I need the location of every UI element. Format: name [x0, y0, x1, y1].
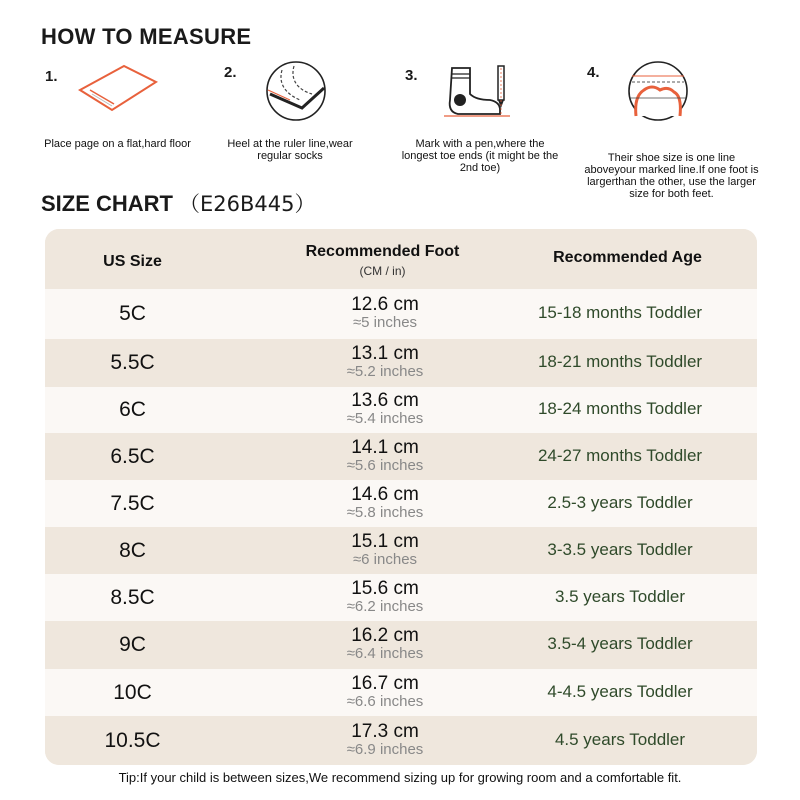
foot-inch-cell: ≈5.8 inches — [346, 504, 424, 521]
table-row — [45, 339, 757, 387]
step-caption: Their shoe size is one line aboveyour marked line.If one foot is largerthan the other, use the larger size for both feet. — [584, 152, 759, 200]
foot-cm-cell: 13.6 cm — [351, 390, 419, 411]
header-us-size: US Size — [103, 253, 162, 270]
step-caption: Place page on a flat,hard floor — [44, 138, 191, 150]
foot-inch-cell: ≈5.6 inches — [346, 457, 424, 474]
us-size-cell: 7.5C — [110, 492, 155, 515]
foot-inch-cell: ≈5.2 inches — [346, 363, 424, 380]
foot-cm-cell: 14.6 cm — [351, 484, 419, 505]
toe-line-icon — [624, 60, 692, 122]
foot-cm-cell: 17.3 cm — [351, 721, 419, 742]
foot-inch-cell: ≈6.4 inches — [346, 645, 424, 662]
foot-pen-icon — [440, 60, 512, 118]
us-size-cell: 6.5C — [110, 445, 155, 468]
header-foot-unit: (CM / in) — [359, 264, 406, 278]
table-row — [45, 527, 757, 574]
table-row — [45, 480, 757, 527]
step-caption: Mark with a pen,where the longest toe ends (it might be the 2nd toe) — [401, 138, 559, 174]
size-chart-title — [41, 188, 315, 218]
foot-cm-cell: 12.6 cm — [351, 294, 419, 315]
recommended-age-cell: 3.5 years Toddler — [554, 587, 686, 606]
step-number: 4. — [587, 64, 600, 81]
foot-cm-cell: 15.1 cm — [351, 531, 419, 552]
recommended-age-cell: 3-3.5 years Toddler — [547, 540, 693, 559]
foot-cm-cell: 14.1 cm — [351, 437, 419, 458]
foot-inch-cell: ≈6.9 inches — [346, 741, 424, 758]
us-size-cell: 10.5C — [104, 729, 161, 752]
us-size-cell: 10C — [113, 681, 152, 704]
product-code: （E26B445） — [179, 192, 316, 216]
table-row — [45, 621, 757, 669]
header-recommended-age: Recommended Age — [553, 249, 702, 266]
foot-cm-cell: 16.2 cm — [351, 625, 419, 646]
foot-inch-cell: ≈6 inches — [352, 551, 418, 568]
us-size-cell: 5.5C — [110, 351, 155, 374]
how-to-measure-title: HOW TO MEASURE — [41, 24, 252, 49]
us-size-cell: 5C — [119, 302, 146, 325]
foot-cm-cell: 15.6 cm — [351, 578, 419, 599]
table-row — [45, 669, 757, 716]
table-row — [45, 433, 757, 480]
foot-inch-cell: ≈6.6 inches — [346, 693, 424, 710]
table-header — [45, 229, 757, 289]
foot-inch-cell: ≈5.4 inches — [346, 410, 424, 427]
table-row — [45, 387, 757, 433]
sizing-tip: Tip:If your child is between sizes,We recommend sizing up for growing room and a comfortable fit. — [118, 770, 682, 785]
us-size-cell: 9C — [119, 633, 146, 656]
table-row — [45, 574, 757, 621]
step-number: 1. — [45, 68, 58, 85]
step-caption: Heel at the ruler line,wear regular socks — [227, 138, 353, 162]
recommended-age-cell: 3.5-4 years Toddler — [547, 634, 693, 653]
recommended-age-cell: 2.5-3 years Toddler — [547, 493, 693, 512]
recommended-age-cell: 4.5 years Toddler — [554, 730, 686, 749]
us-size-cell: 8.5C — [110, 586, 155, 609]
size-chart-label: SIZE CHART — [41, 191, 173, 216]
recommended-age-cell: 24-27 months Toddler — [537, 446, 703, 465]
table-row — [45, 289, 757, 339]
recommended-age-cell: 4-4.5 years Toddler — [547, 682, 693, 701]
us-size-cell: 6C — [119, 398, 146, 421]
heel-ruler-icon — [262, 60, 332, 122]
recommended-age-cell: 18-21 months Toddler — [537, 352, 703, 371]
paper-on-floor-icon — [78, 60, 158, 118]
size-chart-table — [45, 229, 757, 765]
header-foot-label: Recommended Foot — [305, 243, 460, 260]
foot-cm-cell: 13.1 cm — [351, 343, 419, 364]
recommended-age-cell: 15-18 months Toddler — [537, 303, 703, 322]
foot-inch-cell: ≈5 inches — [352, 314, 418, 331]
foot-inch-cell: ≈6.2 inches — [346, 598, 424, 615]
recommended-age-cell: 18-24 months Toddler — [537, 399, 703, 418]
step-number: 3. — [405, 67, 418, 84]
us-size-cell: 8C — [119, 539, 146, 562]
step-number: 2. — [224, 64, 237, 81]
header-recommended-foot — [275, 243, 490, 278]
foot-cm-cell: 16.7 cm — [351, 673, 419, 694]
table-row — [45, 716, 757, 765]
